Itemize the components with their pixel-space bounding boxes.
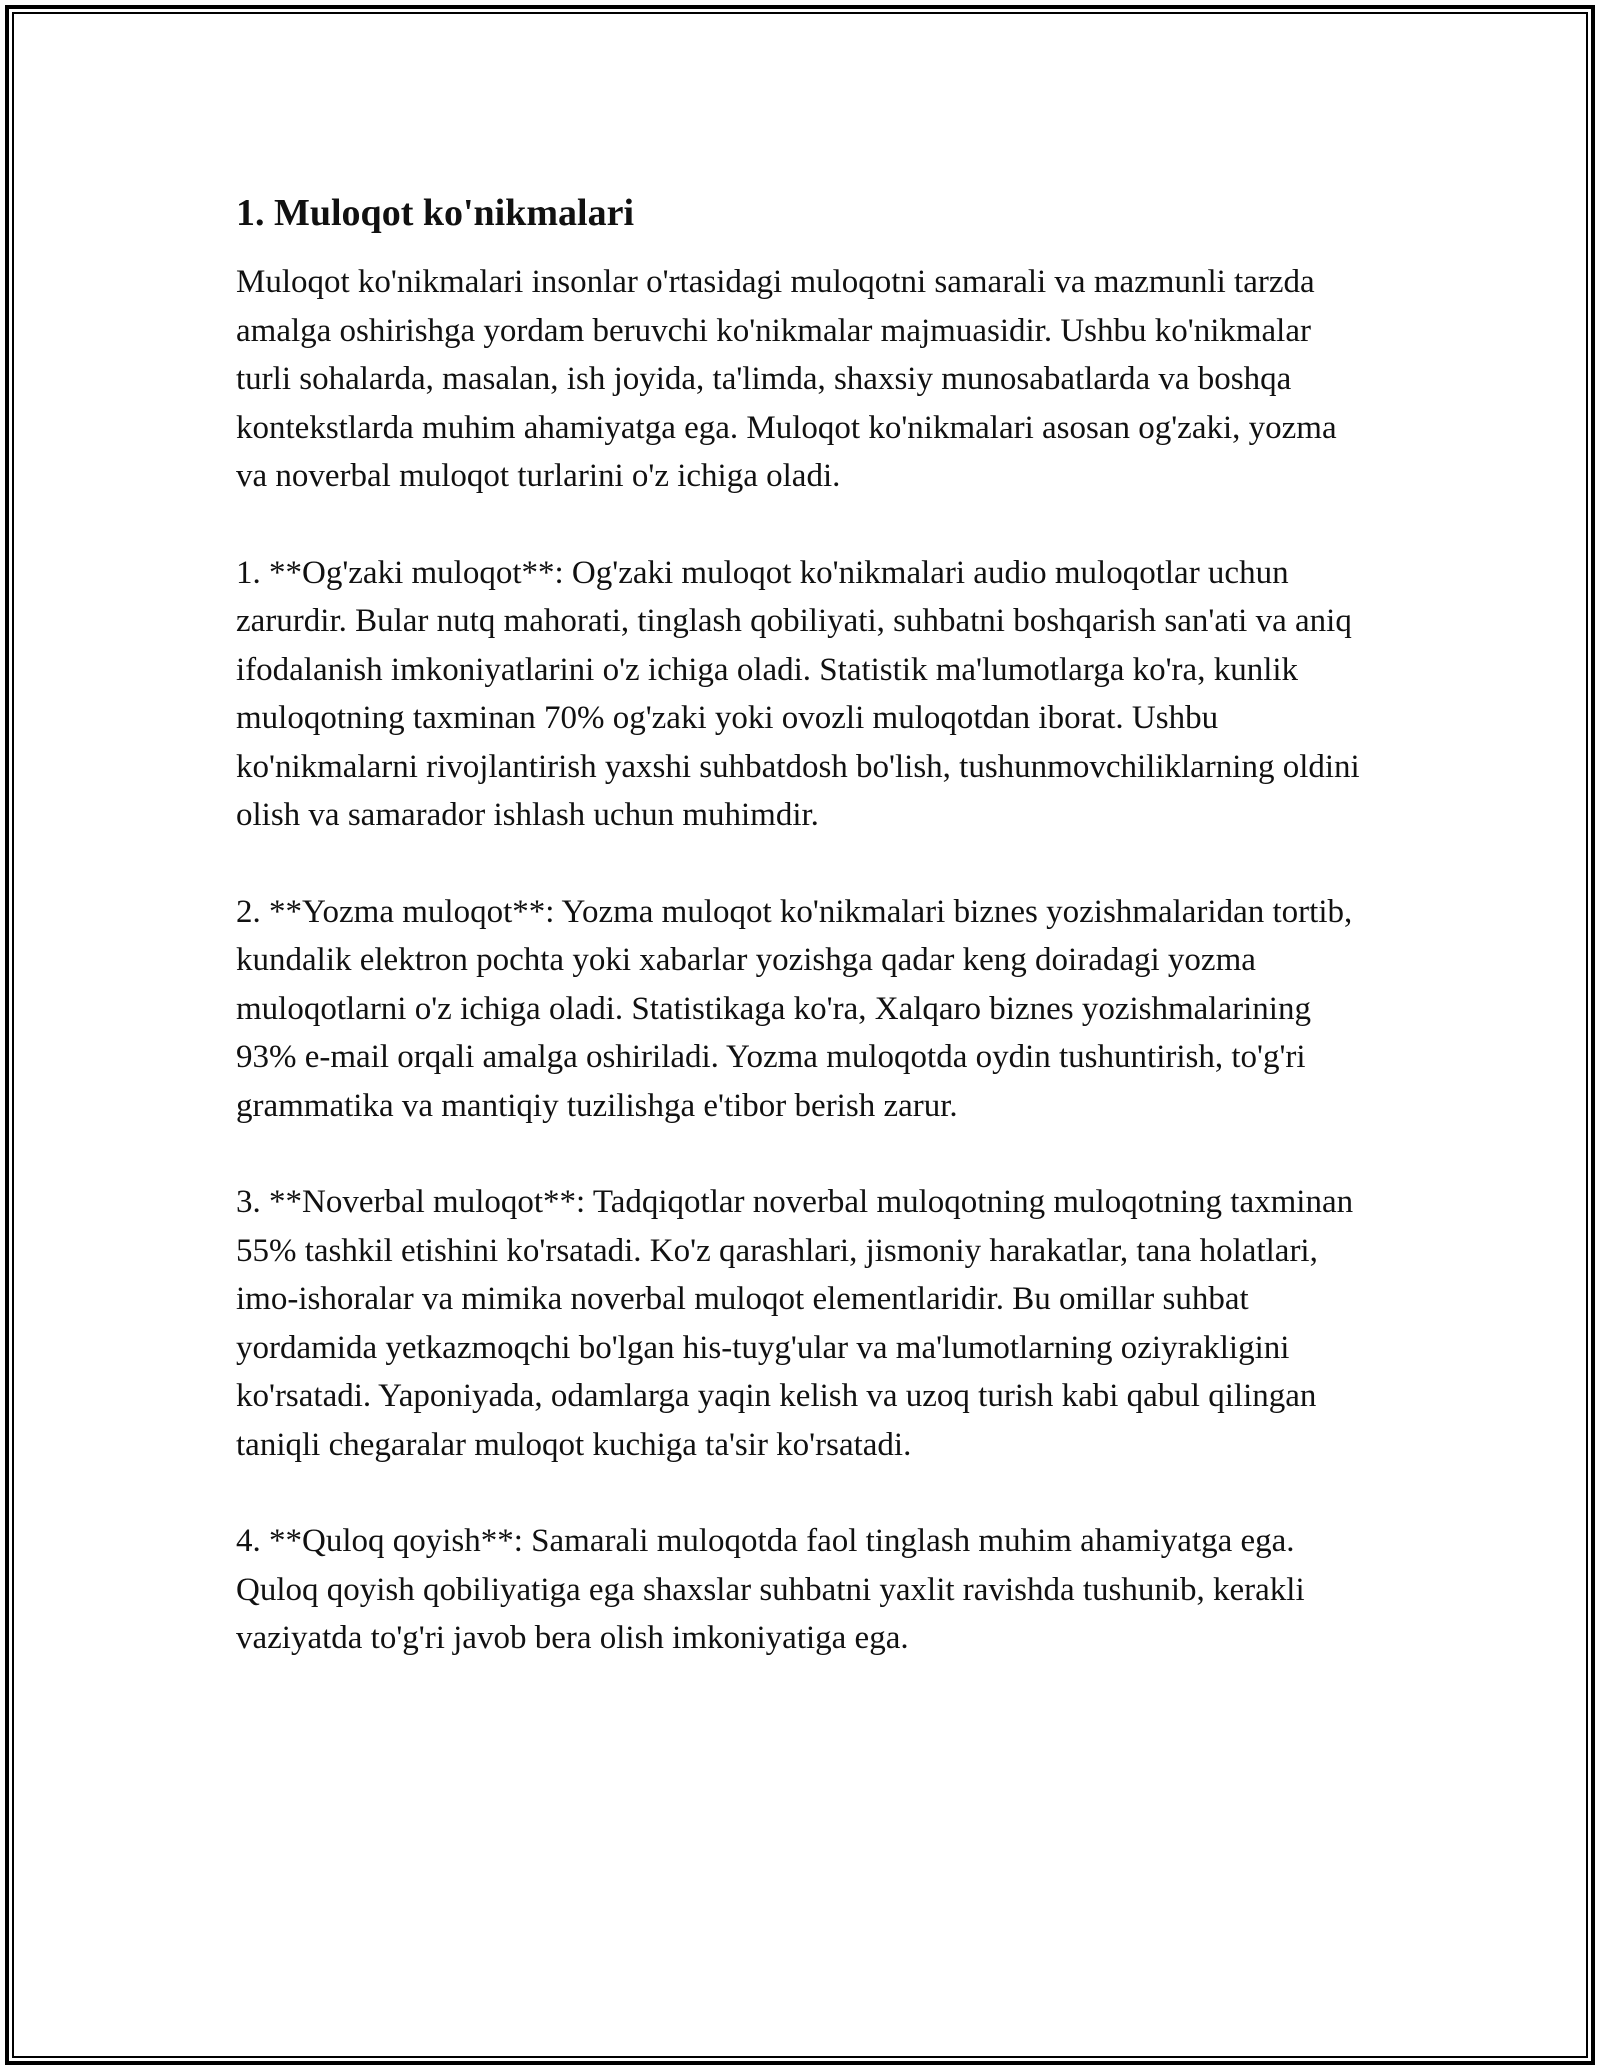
paragraph-listening: 4. **Quloq qoyish**: Samarali muloqotda faol tinglash muhim ahamiyatga ega. Quloq qoyish qobiliyatiga ega shaxslar suhbatni yaxlit ravishda tushunib, kerakli vaziyatda to'g'ri javob bera olish imkoniyatiga ega. — [236, 1523, 1305, 1656]
intro-paragraph: Muloqot ko'nikmalari insonlar o'rtasidagi muloqotni samarali va mazmunli tarzda amalga oshirishga yordam beruvchi ko'nikmalar majmuasidir. Ushbu ko'nikmalar turli sohalarda, masalan, ish joyida, ta'limda, shaxsiy munosabatlarda va boshqa kontekstlarda muhim ahamiyatga ega. Muloqot ko'nikmalari asosan og'zaki, yozma va noverbal muloqot turlarini o'z ichiga oladi. — [236, 264, 1337, 494]
paragraph-written-communication: 2. **Yozma muloqot**: Yozma muloqot ko'nikmalari biznes yozishmalaridan tortib, kundalik elektron pochta yoki xabarlar yozishga qadar keng doiradagi yozma muloqotlarni o'z ichiga oladi. Statistikaga ko'ra, Xalqaro biznes yozishmalarining 93% e-mail orqali amalga oshiriladi. Yozma muloqotda oydin tushuntirish, to'g'ri grammatika va mantiqiy tuzilishga e'tibor berish zarur. — [236, 893, 1353, 1124]
document-body — [236, 186, 1366, 1711]
section-heading: 1. Muloqot ko'nikmalari — [236, 192, 634, 234]
paragraph-nonverbal-communication: 3. **Noverbal muloqot**: Tadqiqotlar noverbal muloqotning muloqotning taxminan 55% tashkil etishini ko'rsatadi. Ko'z qarashlari, jismoniy harakatlar, tana holatlari, imo-ishoralar va mimika noverbal muloqot elementlaridir. Bu omillar suhbat yordamida yetkazmoqchi bo'lgan his-tuyg'ular va ma'lumotlarning oziyrakligini ko'rsatadi. Yaponiyada, odamlarga yaqin kelish va uzoq turish kabi qabul qilingan taniqli chegaralar muloqot kuchiga ta'sir ko'rsatadi. — [236, 1184, 1354, 1463]
paragraph-verbal-communication: 1. **Og'zaki muloqot**: Og'zaki muloqot ko'nikmalari audio muloqotlar uchun zarurdir. Bular nutq mahorati, tinglash qobiliyati, suhbatni boshqarish san'ati va aniq ifodalanish imkoniyatlarini o'z ichiga oladi. Statistik ma'lumotlarga ko'ra, kunlik muloqotning taxminan 70% og'zaki yoki ovozli muloqotdan iborat. Ushbu ko'nikmalarni rivojlantirish yaxshi suhbatdosh bo'lish, tushunmovchiliklarning oldini olish va samarador ishlash uchun muhimdir. — [236, 554, 1360, 833]
